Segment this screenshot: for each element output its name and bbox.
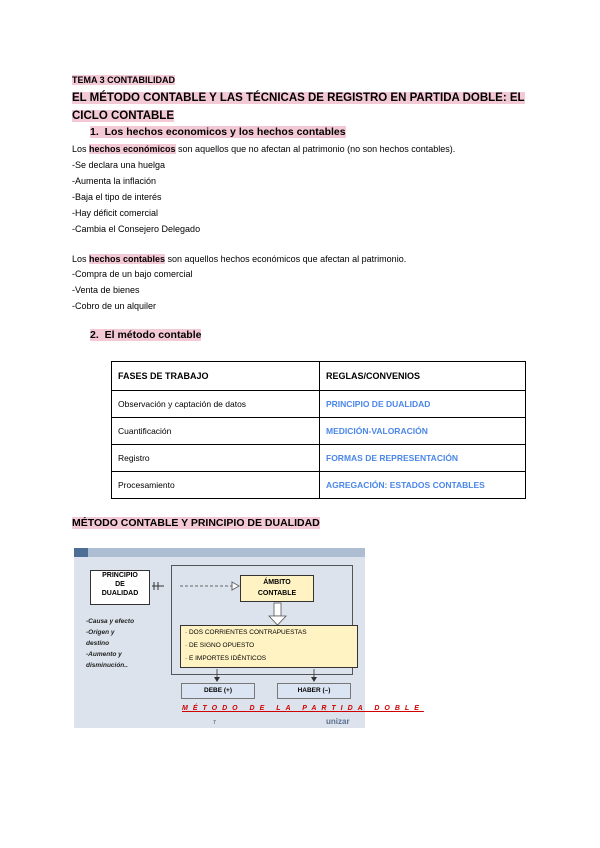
- bullets-box: · DOS CORRIENTES CONTRAPUESTAS · DE SIGNO OPUESTO · E IMPORTES IDÉNTICOS: [180, 625, 358, 668]
- econ-list: [72, 157, 200, 237]
- list-item: -Cambia el Consejero Delegado: [72, 224, 201, 234]
- arrow-haber-icon: [311, 669, 317, 682]
- table-cell: PRINCIPIO DE DUALIDAD: [320, 391, 526, 418]
- list-item: -Aumenta la inflación: [72, 176, 157, 186]
- list-item: -Cobro de un alquiler: [72, 301, 157, 311]
- arrow-down-icon: [269, 603, 286, 625]
- unizar-logo: unizar: [326, 717, 350, 726]
- debe-box: DEBE (+): [181, 683, 255, 699]
- arrow-debe-icon: [214, 669, 220, 682]
- table-row: [112, 472, 526, 499]
- table-cell: AGREGACIÓN: ESTADOS CONTABLES: [320, 472, 526, 499]
- table-header-row: [112, 362, 526, 391]
- table-cell: Observación y captación de datos: [112, 391, 320, 418]
- table-header: REGLAS/CONVENIOS: [320, 362, 526, 391]
- slide-page-number: 7: [213, 720, 216, 726]
- table-row: [112, 445, 526, 472]
- table-header: FASES DE TRABAJO: [112, 362, 320, 391]
- econ-intro: Los hechos económicos son aquellos que no afectan al patrimonio (no son hechos contables).: [72, 144, 456, 154]
- section2-heading: 2. El método contable: [90, 329, 202, 341]
- table-row: [112, 418, 526, 445]
- page-title: EL MÉTODO CONTABLE Y LAS TÉCNICAS DE REGISTRO EN PARTIDA DOBLE: EL CICLO CONTABLE: [72, 92, 525, 122]
- methods-table: [111, 361, 526, 499]
- arrow-to-ambito-icon: [152, 582, 239, 590]
- table-cell: Cuantificación: [112, 418, 320, 445]
- table-cell: FORMAS DE REPRESENTACIÓN: [320, 445, 526, 472]
- ambito-box: ÁMBITO CONTABLE: [240, 575, 314, 602]
- diagram-heading: MÉTODO CONTABLE Y PRINCIPIO DE DUALIDAD: [72, 517, 320, 529]
- tema-label: TEMA 3 CONTABILIDAD: [72, 75, 175, 85]
- section1-heading: 1. Los hechos economicos y los hechos contables: [90, 126, 346, 138]
- list-item: -Venta de bienes: [72, 285, 140, 295]
- table-row: [112, 391, 526, 418]
- cont-list: [72, 266, 193, 314]
- list-item: -Se declara una huelga: [72, 160, 166, 170]
- table-cell: Procesamiento: [112, 472, 320, 499]
- table-cell: MEDICIÓN-VALORACIÓN: [320, 418, 526, 445]
- list-item: -Compra de un bajo comercial: [72, 269, 193, 279]
- cont-intro: Los hechos contables son aquellos hechos económicos que afectan al patrimonio.: [72, 254, 407, 264]
- left-notes: -Causa y efecto -Origen y destino -Aumento y disminución..: [86, 618, 135, 669]
- dualidad-diagram: [74, 548, 424, 728]
- table-cell: Registro: [112, 445, 320, 472]
- list-item: -Hay déficit comercial: [72, 208, 159, 218]
- principio-box: PRINCIPIO DE DUALIDAD: [90, 570, 150, 605]
- list-item: -Baja el tipo de interés: [72, 192, 162, 202]
- haber-box: HABER (–): [277, 683, 351, 699]
- partida-doble-footer: MÉTODO DE LA PARTIDA DOBLE: [182, 705, 424, 712]
